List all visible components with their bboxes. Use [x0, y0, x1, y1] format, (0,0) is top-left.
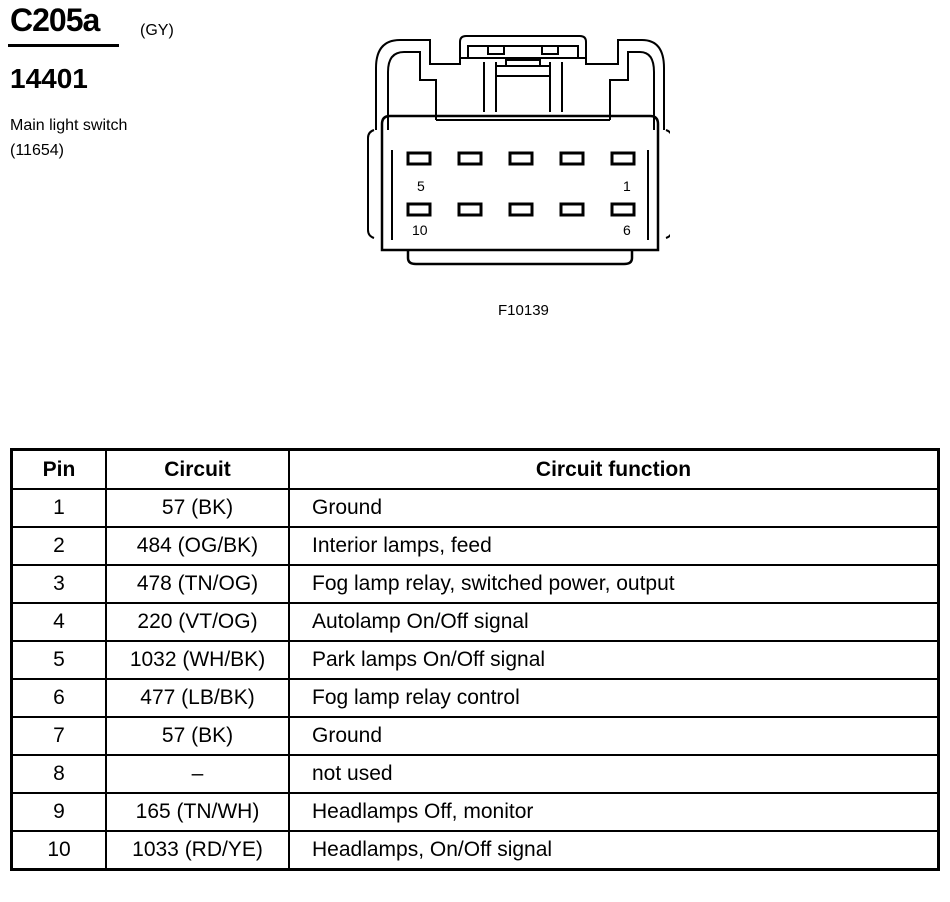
connector-id: C205a	[10, 2, 100, 38]
pin-cell: 6	[12, 679, 107, 717]
circuit-cell: –	[106, 755, 289, 793]
connector-id-underline	[8, 44, 119, 47]
function-cell: Headlamps, On/Off signal	[289, 831, 939, 870]
function-cell: Park lamps On/Off signal	[289, 641, 939, 679]
pin-label-6: 6	[623, 222, 631, 238]
table-row	[12, 831, 939, 870]
pin-cell: 8	[12, 755, 107, 793]
pin-cell: 9	[12, 793, 107, 831]
pin-label-5: 5	[417, 178, 425, 194]
connector-face-diagram	[360, 20, 670, 270]
circuit-cell: 57 (BK)	[106, 717, 289, 755]
table-row	[12, 527, 939, 565]
pin-cell: 7	[12, 717, 107, 755]
circuit-cell: 484 (OG/BK)	[106, 527, 289, 565]
column-header-circuit: Circuit	[106, 450, 289, 490]
table-row	[12, 603, 939, 641]
circuit-cell: 1033 (RD/YE)	[106, 831, 289, 870]
table-row	[12, 793, 939, 831]
circuit-cell: 477 (LB/BK)	[106, 679, 289, 717]
function-cell: Fog lamp relay control	[289, 679, 939, 717]
table-header-row	[12, 450, 939, 490]
function-cell: Ground	[289, 489, 939, 527]
pin-cell: 10	[12, 831, 107, 870]
pin-cell: 4	[12, 603, 107, 641]
circuit-cell: 1032 (WH/BK)	[106, 641, 289, 679]
pin-label-1: 1	[623, 178, 631, 194]
table-row	[12, 565, 939, 603]
function-cell: Fog lamp relay, switched power, output	[289, 565, 939, 603]
function-cell: Autolamp On/Off signal	[289, 603, 939, 641]
circuit-cell: 57 (BK)	[106, 489, 289, 527]
pin-cell: 3	[12, 565, 107, 603]
table-row	[12, 641, 939, 679]
table-row	[12, 489, 939, 527]
table-row	[12, 679, 939, 717]
function-cell: Headlamps Off, monitor	[289, 793, 939, 831]
pin-cell: 5	[12, 641, 107, 679]
component-description: Main light switch	[10, 117, 128, 134]
function-cell: not used	[289, 755, 939, 793]
table-row	[12, 755, 939, 793]
table-row	[12, 717, 939, 755]
column-header-function: Circuit function	[289, 450, 939, 490]
circuit-cell: 165 (TN/WH)	[106, 793, 289, 831]
pin-cell: 2	[12, 527, 107, 565]
pinout-table	[10, 448, 940, 871]
pin-label-10: 10	[412, 222, 428, 238]
component-code: (11654)	[10, 142, 64, 159]
figure-id: F10139	[498, 302, 549, 319]
function-cell: Interior lamps, feed	[289, 527, 939, 565]
pin-cell: 1	[12, 489, 107, 527]
circuit-cell: 478 (TN/OG)	[106, 565, 289, 603]
column-header-pin: Pin	[12, 450, 107, 490]
function-cell: Ground	[289, 717, 939, 755]
part-number: 14401	[10, 63, 88, 94]
color-code: (GY)	[140, 22, 174, 39]
circuit-cell: 220 (VT/OG)	[106, 603, 289, 641]
